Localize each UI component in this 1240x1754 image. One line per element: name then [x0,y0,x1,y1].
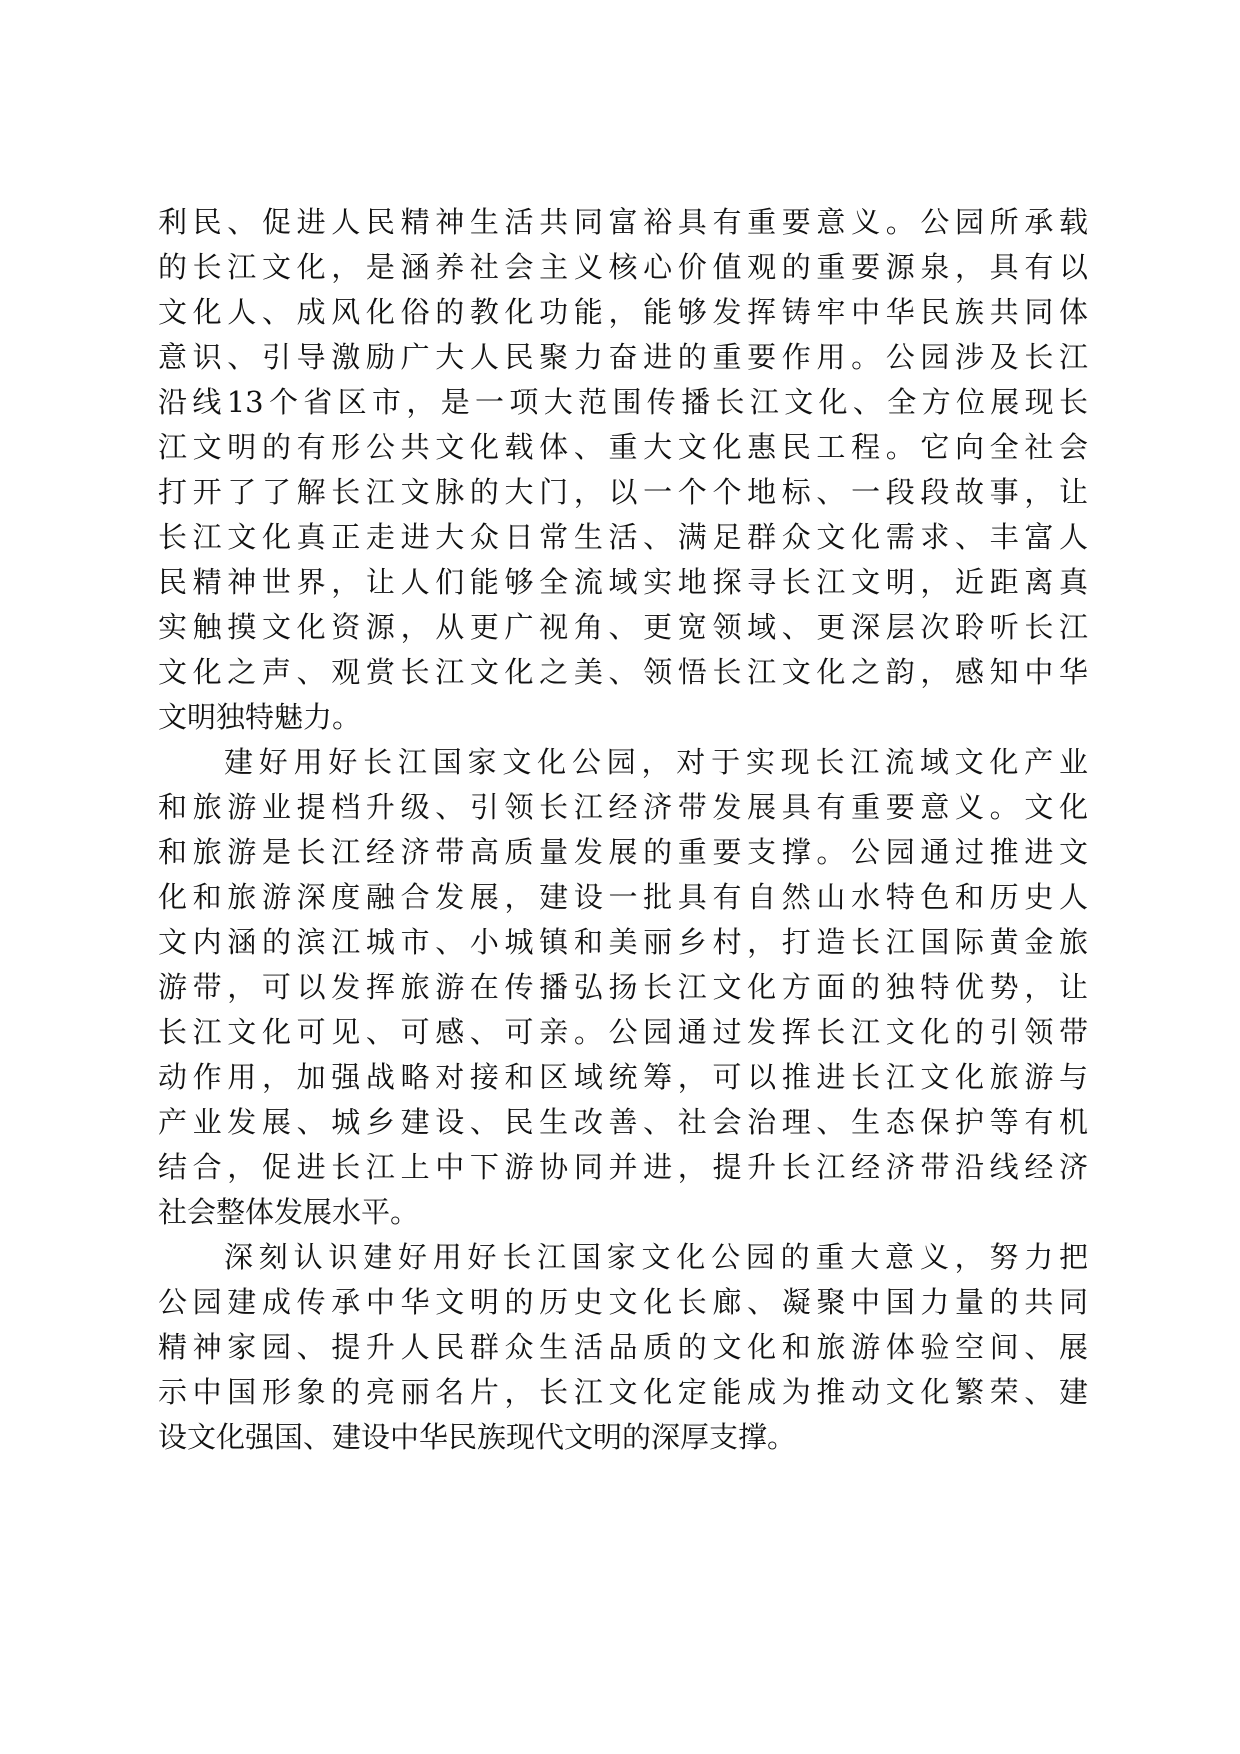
paragraph-1-line: 文化之声、观赏长江文化之美、领悟长江文化之韵，感知中华 [158,655,1088,689]
paragraph-2-line: 长江文化可见、可感、可亲。公园通过发挥长江文化的引领带 [158,1015,1088,1049]
paragraph-2-line: 社会整体发展水平。 [158,1195,420,1229]
paragraph-3-line: 示中国形象的亮丽名片，长江文化定能成为推动文化繁荣、建 [158,1375,1088,1409]
paragraph-1-line: 实触摸文化资源，从更广视角、更宽领域、更深层次聆听长江 [158,610,1088,644]
paragraph-1-line: 利民、促进人民精神生活共同富裕具有重要意义。公园所承载 [158,205,1088,239]
paragraph-2-line: 文内涵的滨江城市、小城镇和美丽乡村，打造长江国际黄金旅 [158,925,1088,959]
paragraph-2-line: 和旅游是长江经济带高质量发展的重要支撑。公园通过推进文 [158,835,1088,869]
paragraph-1-line: 江文明的有形公共文化载体、重大文化惠民工程。它向全社会 [158,430,1088,464]
paragraph-2-line: 建好用好长江国家文化公园，对于实现长江流域文化产业 [224,745,1088,779]
paragraph-3-line: 深刻认识建好用好长江国家文化公园的重大意义，努力把 [224,1240,1088,1274]
paragraph-1-line: 文化人、成风化俗的教化功能，能够发挥铸牢中华民族共同体 [158,295,1088,329]
paragraph-2-line: 化和旅游深度融合发展，建设一批具有自然山水特色和历史人 [158,880,1088,914]
paragraph-2-line: 产业发展、城乡建设、民生改善、社会治理、生态保护等有机 [158,1105,1088,1139]
paragraph-1-line: 沿线13个省区市，是一项大范围传播长江文化、全方位展现长 [158,385,1088,419]
paragraph-2-line: 和旅游业提档升级、引领长江经济带发展具有重要意义。文化 [158,790,1088,824]
paragraph-2-line: 动作用，加强战略对接和区域统筹，可以推进长江文化旅游与 [158,1060,1088,1094]
paragraph-1-line: 民精神世界，让人们能够全流域实地探寻长江文明，近距离真 [158,565,1088,599]
paragraph-3-line: 公园建成传承中华文明的历史文化长廊、凝聚中国力量的共同 [158,1285,1088,1319]
paragraph-2-line: 游带，可以发挥旅游在传播弘扬长江文化方面的独特优势，让 [158,970,1088,1004]
paragraph-3-line: 设文化强国、建设中华民族现代文明的深厚支撑。 [158,1420,797,1454]
paragraph-2-line: 结合，促进长江上中下游协同并进，提升长江经济带沿线经济 [158,1150,1088,1184]
paragraph-1-line: 的长江文化，是涵养社会主义核心价值观的重要源泉，具有以 [158,250,1088,284]
paragraph-1-line: 意识、引导激励广大人民聚力奋进的重要作用。公园涉及长江 [158,340,1088,374]
body-text [158,200,1088,1460]
paragraph-1-line: 文明独特魅力。 [158,700,362,734]
paragraph-1-line: 打开了了解长江文脉的大门，以一个个地标、一段段故事，让 [158,475,1088,509]
paragraph-1-line: 长江文化真正走进大众日常生活、满足群众文化需求、丰富人 [158,520,1088,554]
paragraph-3-line: 精神家园、提升人民群众生活品质的文化和旅游体验空间、展 [158,1330,1088,1364]
